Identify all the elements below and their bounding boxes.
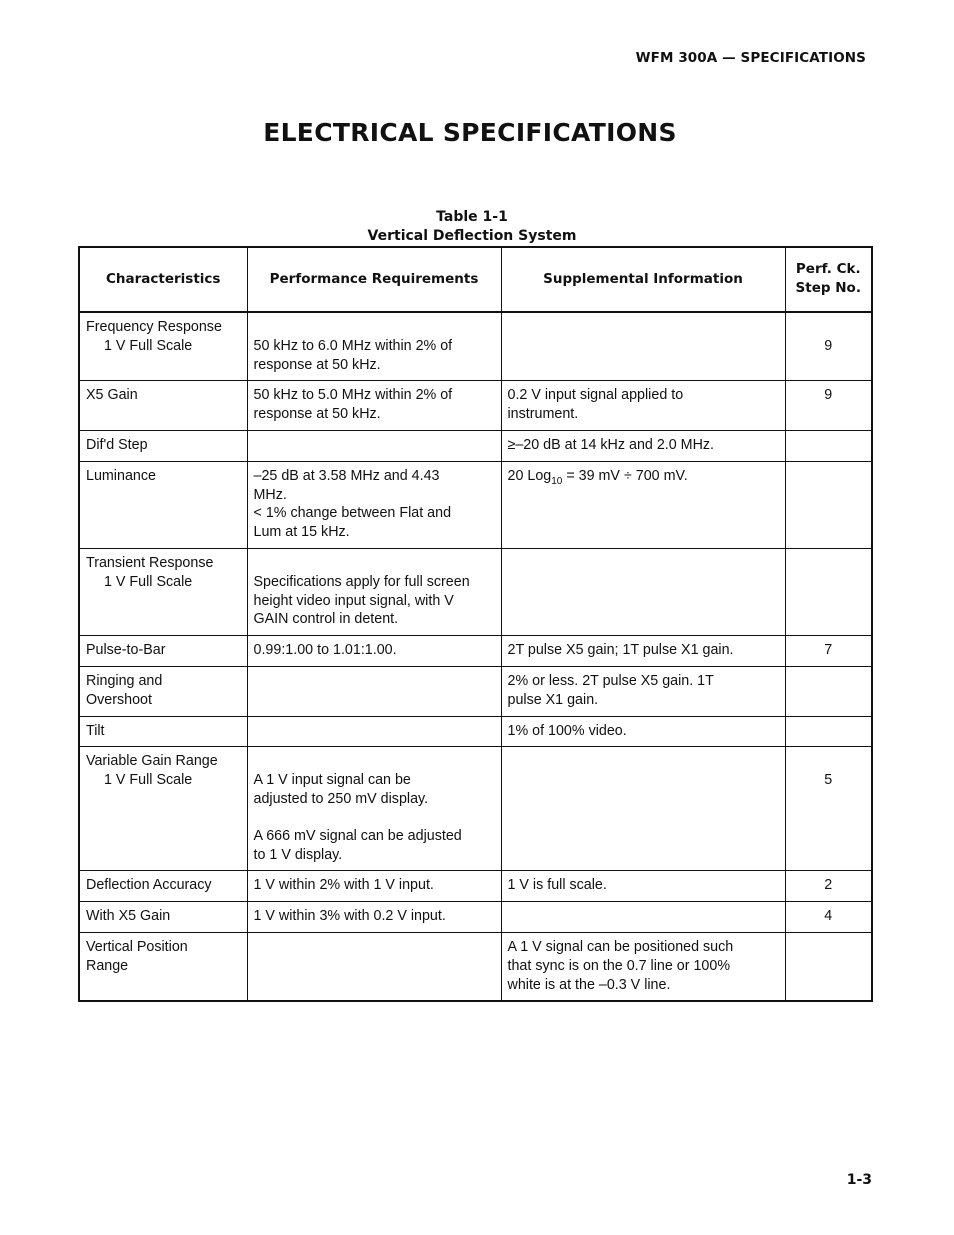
table-number: Table 1-1	[436, 209, 508, 225]
supp-cell	[501, 461, 785, 548]
char-text: Range	[86, 957, 129, 974]
table-row	[79, 548, 872, 635]
perf-text: height video input signal, with V	[253, 592, 454, 609]
char-cell: Luminance	[79, 461, 247, 548]
supp-text: that sync is on the 0.7 line or 100%	[507, 957, 731, 974]
perf-text: response at 50 kHz.	[253, 356, 381, 373]
table-row	[79, 716, 872, 747]
perf-cell	[247, 716, 501, 747]
supp-cell	[501, 381, 785, 431]
perf-text: Lum at 15 kHz.	[253, 524, 350, 541]
supp-formula-post: = 39 mV ÷ 700 mV.	[562, 467, 688, 484]
supp-cell	[501, 932, 785, 1001]
table-row	[79, 902, 872, 933]
perf-cell	[247, 666, 501, 716]
perf-cell	[247, 461, 501, 548]
char-subtext: 1 V Full Scale	[104, 337, 193, 354]
supp-formula-pre: 20 Log	[507, 467, 552, 484]
supp-text: white is at the –0.3 V line.	[507, 976, 671, 993]
step-cell: 2	[785, 871, 872, 902]
perf-cell	[247, 430, 501, 461]
supp-text: A 1 V signal can be positioned such	[507, 938, 734, 955]
perf-cell: 0.99:1.00 to 1.01:1.00.	[247, 636, 501, 667]
supp-cell	[501, 666, 785, 716]
perf-text: GAIN control in detent.	[253, 611, 399, 628]
step-cell	[785, 747, 872, 871]
step-cell: 7	[785, 636, 872, 667]
step-cell: 4	[785, 902, 872, 933]
step-cell	[785, 461, 872, 548]
table-row	[79, 312, 872, 381]
perf-text: < 1% change between Flat and	[253, 505, 452, 522]
char-cell: With X5 Gain	[79, 902, 247, 933]
supp-cell	[501, 548, 785, 635]
table-title: Vertical Deflection System	[367, 228, 577, 244]
perf-cell: 1 V within 3% with 0.2 V input.	[247, 902, 501, 933]
step-cell	[785, 716, 872, 747]
step-cell	[785, 666, 872, 716]
step-number: 5	[824, 772, 833, 789]
step-cell	[785, 548, 872, 635]
table-row	[79, 430, 872, 461]
perf-cell	[247, 312, 501, 381]
char-cell: Deflection Accuracy	[79, 871, 247, 902]
col-header-step	[785, 247, 872, 312]
supp-cell	[501, 312, 785, 381]
char-text: Transient Response	[86, 554, 214, 571]
perf-cell	[247, 932, 501, 1001]
supp-cell: 1% of 100% video.	[501, 716, 785, 747]
supp-cell	[501, 747, 785, 871]
char-text: Vertical Position	[86, 938, 188, 955]
perf-text: to 1 V display.	[253, 846, 343, 863]
char-cell	[79, 312, 247, 381]
supp-text: 0.2 V input signal applied to	[507, 387, 684, 404]
perf-text: MHz.	[253, 486, 287, 503]
perf-cell	[247, 548, 501, 635]
running-header: WFM 300A — SPECIFICATIONS	[635, 50, 866, 66]
step-cell: 9	[785, 381, 872, 431]
page-title: ELECTRICAL SPECIFICATIONS	[263, 118, 677, 147]
table-row	[79, 666, 872, 716]
char-subtext: 1 V Full Scale	[104, 573, 193, 590]
perf-text: Specifications apply for full screen	[253, 573, 470, 590]
char-text: Ringing and	[86, 672, 163, 689]
table-row	[79, 871, 872, 902]
supp-cell: ≥–20 dB at 14 kHz and 2.0 MHz.	[501, 430, 785, 461]
table-row	[79, 636, 872, 667]
step-cell	[785, 430, 872, 461]
perf-text: A 666 mV signal can be adjusted	[253, 827, 462, 844]
perf-cell: 1 V within 2% with 1 V input.	[247, 871, 501, 902]
table-row	[79, 461, 872, 548]
table-caption	[0, 208, 944, 246]
table-row	[79, 932, 872, 1001]
char-cell: Dif'd Step	[79, 430, 247, 461]
char-cell: Tilt	[79, 716, 247, 747]
table-row	[79, 381, 872, 431]
perf-text: –25 dB at 3.58 MHz and 4.43	[253, 467, 440, 484]
col-header-supplemental: Supplemental Information	[501, 247, 785, 312]
table-row	[79, 747, 872, 871]
char-cell	[79, 747, 247, 871]
char-cell	[79, 932, 247, 1001]
char-cell: Pulse-to-Bar	[79, 636, 247, 667]
supp-text: pulse X1 gain.	[507, 691, 599, 708]
table-header-row	[79, 247, 872, 312]
perf-cell	[247, 747, 501, 871]
char-subtext: 1 V Full Scale	[104, 772, 193, 789]
supp-cell: 1 V is full scale.	[501, 871, 785, 902]
col-header-step-line2: Step No.	[795, 280, 861, 296]
char-text: Overshoot	[86, 691, 152, 708]
perf-text: adjusted to 250 mV display.	[253, 790, 429, 807]
col-header-step-line1: Perf. Ck.	[795, 261, 861, 277]
step-cell	[785, 312, 872, 381]
supp-cell: 2T pulse X5 gain; 1T pulse X1 gain.	[501, 636, 785, 667]
perf-cell	[247, 381, 501, 431]
page-number: 1-3	[846, 1172, 872, 1188]
spec-table	[78, 246, 873, 1002]
perf-text: 50 kHz to 5.0 MHz within 2% of	[253, 387, 453, 404]
char-text: Frequency Response	[86, 319, 222, 335]
step-cell	[785, 932, 872, 1001]
supp-cell	[501, 902, 785, 933]
char-cell	[79, 666, 247, 716]
perf-text: response at 50 kHz.	[253, 406, 381, 423]
perf-text: A 1 V input signal can be	[253, 772, 411, 789]
char-cell	[79, 548, 247, 635]
supp-text: instrument.	[507, 406, 579, 423]
perf-text: 50 kHz to 6.0 MHz within 2% of	[253, 337, 453, 354]
step-number: 9	[824, 337, 833, 354]
supp-text: 2% or less. 2T pulse X5 gain. 1T	[507, 672, 714, 689]
char-cell: X5 Gain	[79, 381, 247, 431]
supp-formula-subscript: 10	[551, 475, 563, 487]
char-text: Variable Gain Range	[86, 753, 218, 770]
col-header-characteristics: Characteristics	[79, 247, 247, 312]
col-header-performance: Performance Requirements	[247, 247, 501, 312]
